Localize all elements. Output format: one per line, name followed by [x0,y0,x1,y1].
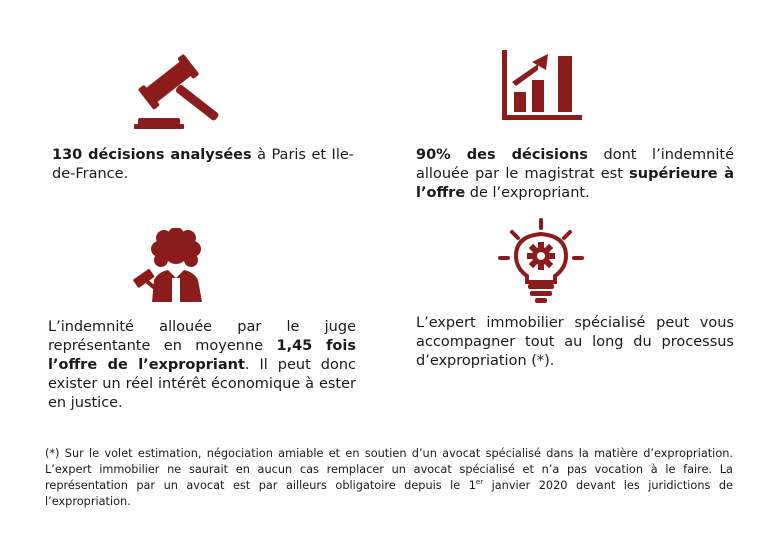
stat-percent-bold: 90% des décisions [416,147,588,163]
bar-chart-growth-icon [502,50,582,120]
stat-percent-mid: dont l’indemnité allouée par le magistrat est [416,147,734,182]
stat-decisions-bold: 130 décisions analysées [52,147,252,163]
stat-superior-bold: supérieure à l’offre [416,166,734,201]
stat-ratio-bold: 1,45 fois l’offre de l’expropriant [48,338,356,373]
stat-decisions-rest: à Paris et Ile-de-France. [52,147,354,182]
stat-average-ratio [48,318,356,413]
footnote-sup: er [475,478,484,486]
gavel-icon [134,48,230,130]
stat-superior-offer [416,146,734,203]
lightbulb-gear-icon [496,218,586,304]
footnote-part2: janvier 2020 devant les juridictions de l’expropriation. [45,479,733,508]
stat-expert-support [416,314,734,371]
stat-ratio-end: . Il peut donc exister un réel intérêt économique à ester en justice. [48,357,356,411]
stat-expert-text: L’expert immobilier spécialisé peut vous accompagner tout au long du processus d’expropriation (*). [416,315,734,369]
stat-percent-end: de l’expropriant. [465,185,590,201]
judge-gavel-icon [132,228,222,302]
stat-decisions-analysed [52,146,354,184]
footnote-part1: (*) Sur le volet estimation, négociation amiable et en soutien d’un avocat spécialisé dans la matière d’expropriation. L’expert immobilier ne saurait en aucun cas remplacer un avocat spécialisé et n’a pas vocation à le faire. La représentation par un avocat est par ailleurs obligatoire depuis le 1 [45,447,733,492]
footnote [45,446,733,510]
stat-ratio-start: L’indemnité allouée par le juge représentante en moyenne [48,319,356,354]
